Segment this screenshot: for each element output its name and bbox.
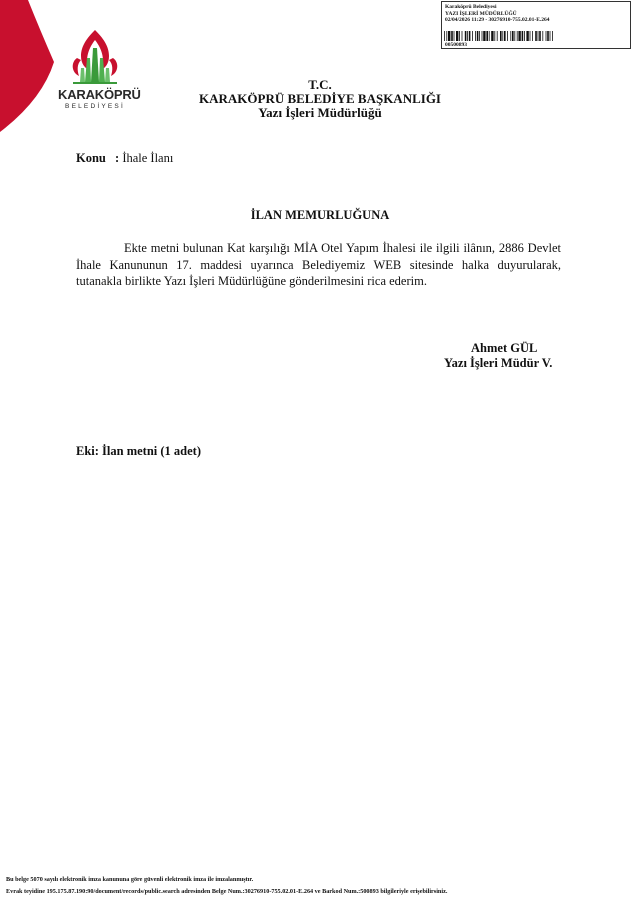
stamp-line-3: 02/04/2026 11:29 - 30276910-755.02.01-E.264 bbox=[445, 17, 550, 24]
header-tc: T.C. bbox=[308, 77, 332, 92]
municipality-logo bbox=[58, 28, 141, 118]
corner-decoration bbox=[0, 0, 60, 140]
document-title: İLAN MEMURLUĞUNA bbox=[250, 208, 390, 222]
signature-title: Yazı İşleri Müdür V. bbox=[444, 356, 553, 370]
barcode-icon bbox=[444, 31, 554, 41]
body-paragraph: Ekte metni bulunan Kat karşılığı MİA Otel Yapım İhalesi ile ilgili ilânın, 2886 Devlet İhale Kanununun 17. maddesi uyarınca Belediyemiz WEB sitesinde halka duyurularak, tutanakla birlikte Yazı İşleri Müdürlüğüne gönderilmesini rica ederim. bbox=[76, 241, 561, 288]
footer-signature-notice: Bu belge 5070 sayılı elektronik imza kanununa göre güvenli elektronik imza ile imzalanmıştır. bbox=[6, 876, 254, 883]
header-institution: KARAKÖPRÜ BELEDİYE BAŞKANLIĞI bbox=[199, 91, 441, 106]
logo-subtitle: BELEDİYESİ bbox=[65, 103, 125, 110]
header-department: Yazı İşleri Müdürlüğü bbox=[258, 105, 382, 120]
subject-separator: : bbox=[115, 151, 120, 165]
subject-line bbox=[76, 151, 173, 166]
signature-name: Ahmet GÜL bbox=[471, 341, 538, 355]
stamp-line-1: Karaköprü Belediyesi bbox=[445, 4, 497, 10]
logo-name: KARAKÖPRÜ bbox=[58, 87, 141, 102]
barcode-number: 00500893 bbox=[445, 42, 467, 48]
subject-value: İhale İlanı bbox=[122, 151, 174, 165]
subject-label: Konu bbox=[76, 151, 106, 165]
stamp-line-2: YAZI İŞLERİ MÜDÜRLÜĞÜ bbox=[445, 10, 517, 17]
footer-verification-notice: Evrak teyidine 195.175.87.190:90/document/records/public.search adresinden Belge Num.:30276910-755.02.01-E.264 ve Barkod Num.:500893 bilgileriyle erişebilirsiniz. bbox=[6, 888, 448, 895]
attachment-note: Eki: İlan metni (1 adet) bbox=[76, 444, 201, 458]
document-stamp bbox=[441, 1, 631, 49]
logo-emblem-icon bbox=[67, 28, 123, 86]
